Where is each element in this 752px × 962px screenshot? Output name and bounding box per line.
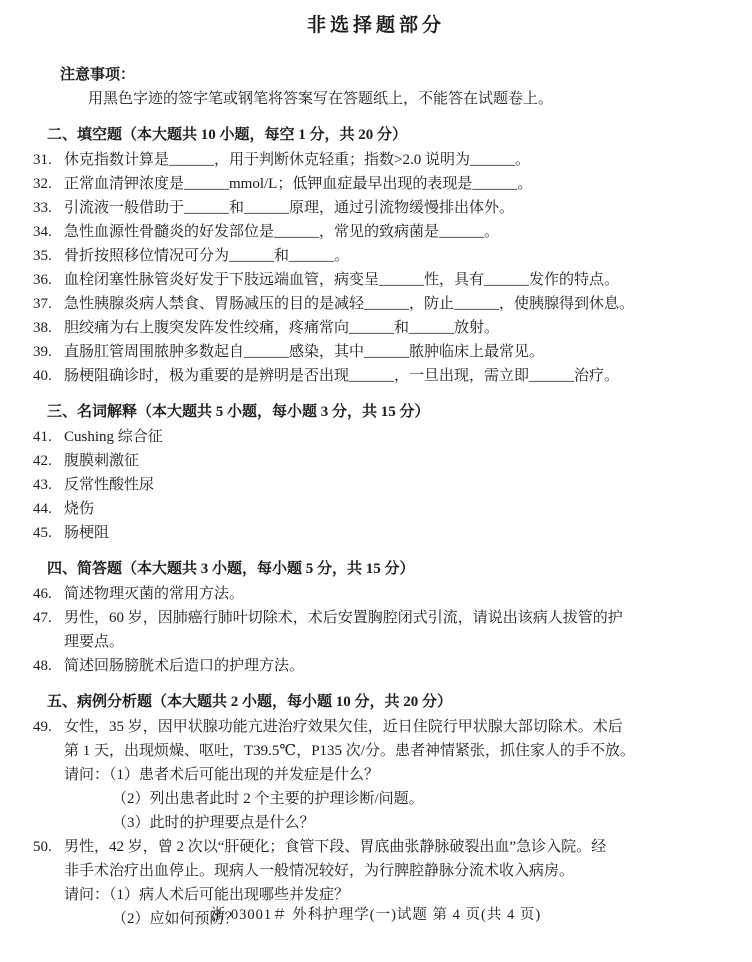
question-number: 46. <box>33 586 52 602</box>
question-sub-line: （2）列出患者此时 2 个主要的护理诊断/问题。 <box>112 791 424 807</box>
question-sub-line: （2）应如何预防？ <box>112 911 240 927</box>
question-text: 烧伤 <box>64 501 95 517</box>
question-text: 急性血源性骨髓炎的好发部位是______，常见的致病菌是______。 <box>64 224 500 240</box>
page-footer: 浙 03001＃ 外科护理学(一)试题 第 4 页(共 4 页) <box>210 907 542 923</box>
question-number: 47. <box>33 610 52 626</box>
question-text: 简述物理灭菌的常用方法。 <box>64 586 245 602</box>
question-text: 血栓闭塞性脉管炎好发于下肢远端血管，病变呈______性，具有______发作的特点。 <box>64 272 620 288</box>
question-number: 36. <box>33 272 52 288</box>
question-body <box>64 606 752 654</box>
question-number: 45. <box>33 525 52 541</box>
question-number: 43. <box>33 477 52 493</box>
question-number: 32. <box>33 176 52 192</box>
question-text: 腹膜刺激征 <box>64 453 140 469</box>
question-number: 31. <box>33 152 52 168</box>
question-45 <box>33 521 752 545</box>
question-number: 49. <box>33 719 52 735</box>
question-39 <box>33 340 752 364</box>
question-49 <box>33 715 752 835</box>
question-text: 肠梗阻 <box>64 525 110 541</box>
question-number: 39. <box>33 344 52 360</box>
question-number: 35. <box>33 248 52 264</box>
section-fill-in-blank-header: 二、填空题（本大题共 10 小题，每空 1 分，共 20 分） <box>47 127 408 143</box>
question-40 <box>33 364 752 388</box>
question-line: 非手术治疗出血停止。现病人一般情况较好，为行脾腔静脉分流术收入病房。 <box>64 863 575 879</box>
question-line: 第 1 天，出现烦燥、呕吐，T39.5℃，P135 次/分。患者神情紧张，抓住家人的手不放。 <box>64 743 635 759</box>
notice-text: 用黑色字迹的签字笔或钢笔将答案写在答题纸上，不能答在试题卷上。 <box>88 91 554 107</box>
question-sub-line: （3）此时的护理要点是什么？ <box>112 815 315 831</box>
question-38 <box>33 316 752 340</box>
question-text: 骨折按照移位情况可分为______和______。 <box>64 248 350 264</box>
question-line: 女性，35 岁，因甲状腺功能亢进治疗效果欠佳，近日住院行甲状腺大部切除术。术后 <box>64 719 623 735</box>
notice-label: 注意事项： <box>60 67 136 83</box>
question-43 <box>33 473 752 497</box>
section-fill-in-blank <box>0 122 752 388</box>
question-text: 急性胰腺炎病人禁食、胃肠减压的目的是减轻______，防止______，使胰腺得到休息。 <box>64 296 635 312</box>
question-line: 请问：（1）病人术后可能出现哪些并发症？ <box>64 887 350 903</box>
question-text: 休克指数计算是______，用于判断休克轻重；指数>2.0 说明为______。 <box>64 152 530 168</box>
question-47 <box>33 606 752 654</box>
section-case-analysis-header: 五、病例分析题（本大题共 2 小题，每小题 10 分，共 20 分） <box>47 694 453 710</box>
question-34 <box>33 220 752 244</box>
question-number: 34. <box>33 224 52 240</box>
question-31 <box>33 148 752 172</box>
question-text: 正常血清钾浓度是______mmol/L；低钾血症最早出现的表现是______。 <box>64 176 533 192</box>
question-number: 37. <box>33 296 52 312</box>
section-term-definition <box>0 399 752 545</box>
question-body <box>64 715 752 835</box>
question-48 <box>33 654 752 678</box>
question-number: 50. <box>33 839 52 855</box>
question-number: 44. <box>33 501 52 517</box>
question-line: 理要点。 <box>64 634 125 650</box>
question-number: 38. <box>33 320 52 336</box>
question-number: 48. <box>33 658 52 674</box>
section-short-answer-header: 四、简答题（本大题共 3 小题，每小题 5 分，共 15 分） <box>47 561 415 577</box>
question-text: 简述回肠膀胱术后造口的护理方法。 <box>64 658 305 674</box>
question-line: 男性，60 岁，因肺癌行肺叶切除术，术后安置胸腔闭式引流，请说出该病人拔管的护 <box>64 610 623 626</box>
question-text: 反常性酸性尿 <box>64 477 155 493</box>
question-33 <box>33 196 752 220</box>
question-42 <box>33 449 752 473</box>
question-text: 直肠肛管周围脓肿多数起自______感染，其中______脓肿临床上最常见。 <box>64 344 545 360</box>
question-41 <box>33 425 752 449</box>
question-text: Cushing 综合征 <box>64 429 163 445</box>
question-32 <box>33 172 752 196</box>
section-short-answer <box>0 556 752 678</box>
page-title: 非选择题部分 <box>306 15 445 36</box>
section-case-analysis <box>0 689 752 931</box>
question-number: 33. <box>33 200 52 216</box>
question-37 <box>33 292 752 316</box>
question-text: 胆绞痛为右上腹突发阵发性绞痛，疼痛常向______和______放射。 <box>64 320 500 336</box>
question-46 <box>33 582 752 606</box>
question-number: 41. <box>33 429 52 445</box>
question-line: 请问：（1）患者术后可能出现的并发症是什么？ <box>64 767 380 783</box>
question-text: 肠梗阻确诊时，极为重要的是辨明是否出现______，一旦出现，需立即______治疗。 <box>64 368 620 384</box>
section-term-definition-header: 三、名词解释（本大题共 5 小题，每小题 3 分，共 15 分） <box>47 404 430 420</box>
question-35 <box>33 244 752 268</box>
question-line: 男性，42 岁，曾 2 次以“肝硬化；食管下段、胃底曲张静脉破裂出血”急诊入院。经 <box>64 839 607 855</box>
question-44 <box>33 497 752 521</box>
question-number: 42. <box>33 453 52 469</box>
question-number: 40. <box>33 368 52 384</box>
question-36 <box>33 268 752 292</box>
question-text: 引流液一般借助于______和______原理，通过引流物缓慢排出体外。 <box>64 200 515 216</box>
